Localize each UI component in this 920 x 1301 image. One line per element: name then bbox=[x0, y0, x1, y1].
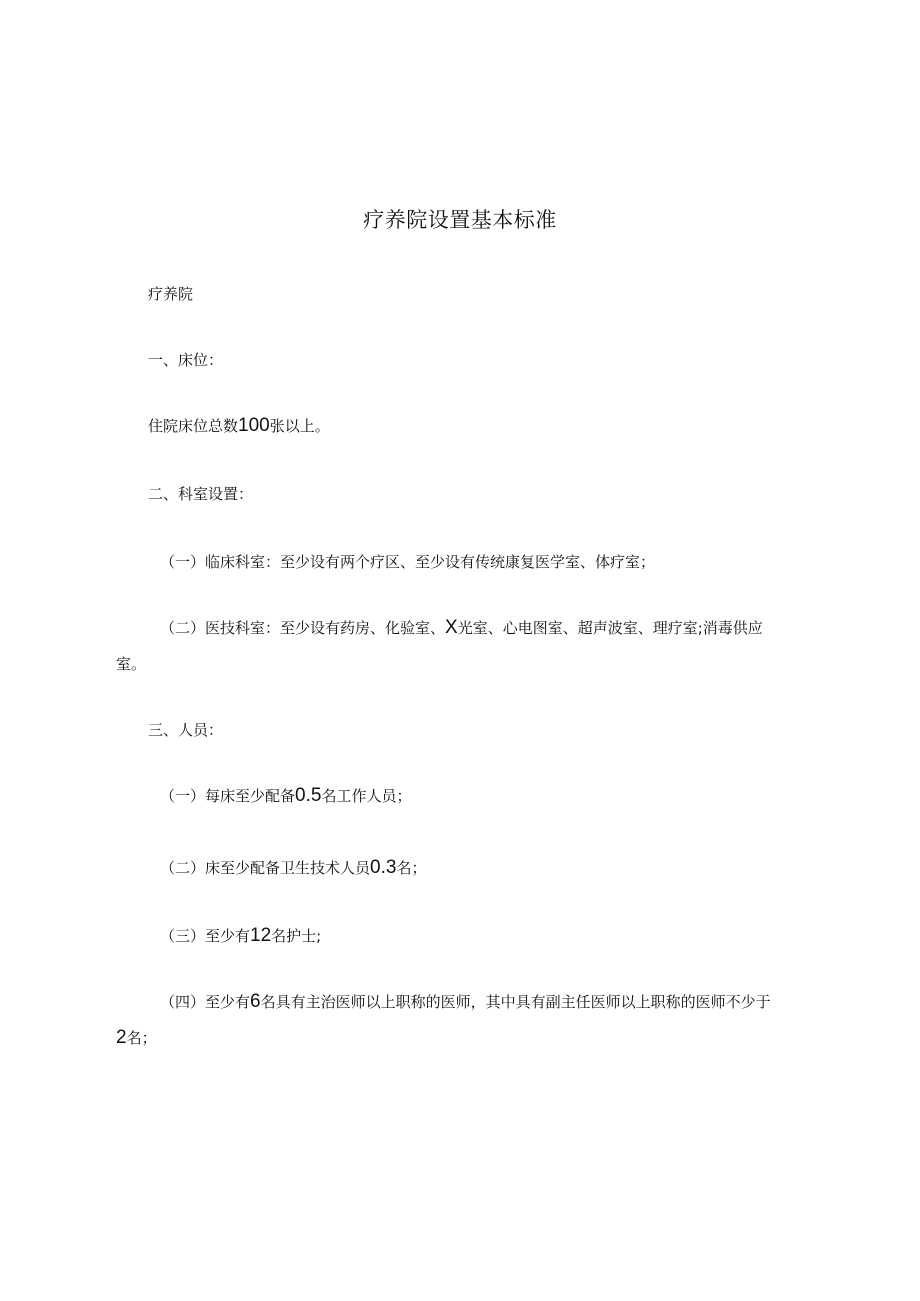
medtech-text-pre: （二）医技科室：至少设有药房、化验室、 bbox=[160, 619, 446, 637]
staff-item-2-post: 名； bbox=[396, 859, 427, 877]
staff-item-3-pre: （三）至少有 bbox=[160, 927, 251, 945]
staff-item-1-post: 名工作人员； bbox=[321, 787, 412, 805]
staff-item-2 bbox=[160, 858, 426, 878]
beds-count: 100 bbox=[238, 415, 270, 436]
section-heading-beds: 一、床位： bbox=[148, 351, 224, 369]
medtech-departments-item bbox=[160, 618, 763, 638]
section-heading-staff: 三、人员： bbox=[148, 721, 224, 739]
document-subtitle: 疗养院 bbox=[148, 285, 194, 303]
medtech-text-post: 光室、心电图室、超声波室、理疗室;消毒供应 bbox=[457, 619, 763, 637]
staff-item-3-post: 名护士; bbox=[271, 927, 322, 945]
staff-item-1-pre: （一）每床至少配备 bbox=[160, 787, 296, 805]
staff-item-2-number: 0.3 bbox=[370, 857, 397, 878]
clinical-departments-item: （一）临床科室：至少设有两个疗区、至少设有传统康复医学室、体疗室； bbox=[160, 553, 656, 571]
staff-item-4-post: 名具有主治医师以上职称的医师，其中具有副主任医师以上职称的医师不少于 bbox=[260, 993, 771, 1011]
beds-requirement bbox=[148, 416, 330, 436]
medtech-xray-letter: X bbox=[445, 617, 458, 638]
staff-item-3 bbox=[160, 926, 321, 946]
page-title: 疗养院设置基本标准 bbox=[363, 208, 557, 232]
staff-item-1 bbox=[160, 786, 411, 806]
staff-item-4-pre: （四）至少有 bbox=[160, 993, 251, 1011]
section-heading-departments: 二、科室设置： bbox=[148, 485, 254, 503]
staff-item-3-number: 12 bbox=[250, 925, 272, 946]
medtech-departments-continuation: 室。 bbox=[116, 655, 147, 673]
staff-item-4-cont-number: 2 bbox=[116, 1027, 127, 1048]
staff-item-1-number: 0.5 bbox=[295, 785, 322, 806]
staff-item-4-number: 6 bbox=[250, 991, 261, 1012]
staff-item-4-cont-post: 名； bbox=[126, 1029, 157, 1047]
staff-item-4 bbox=[160, 992, 771, 1012]
beds-text-pre: 住院床位总数 bbox=[148, 417, 239, 435]
staff-item-4-continuation bbox=[116, 1028, 157, 1048]
beds-text-post: 张以上。 bbox=[269, 417, 330, 435]
staff-item-2-pre: （二）床至少配备卫生技术人员 bbox=[160, 859, 371, 877]
